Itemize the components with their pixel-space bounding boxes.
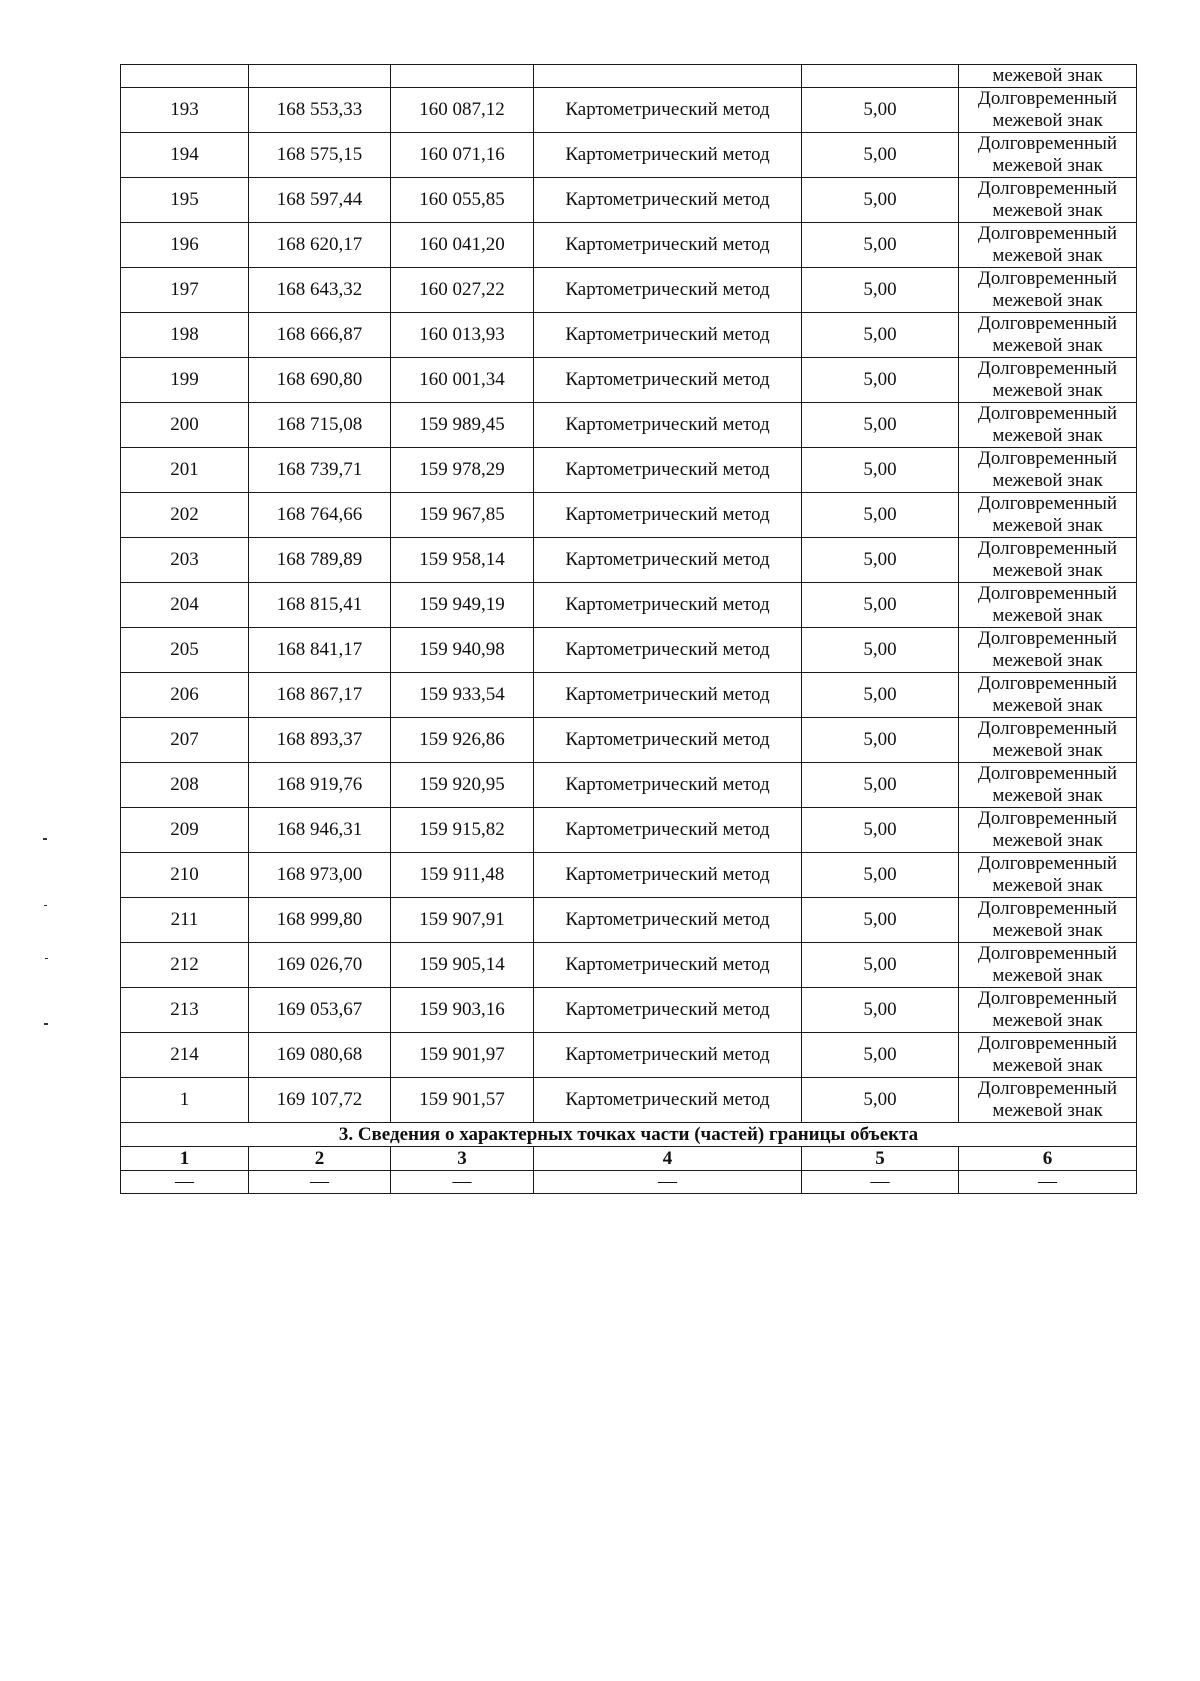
table-row — [121, 673, 1137, 718]
column-number-cell: 3 — [391, 1147, 534, 1171]
description-line-1: Долговременный — [977, 583, 1118, 604]
y-coordinate-cell: 160 087,12 — [391, 88, 534, 133]
description-line-1: Долговременный — [977, 403, 1118, 424]
table-row — [121, 1078, 1137, 1123]
description-line-1: Долговременный — [977, 808, 1118, 829]
x-coordinate-cell: 168 597,44 — [249, 178, 391, 223]
table-row — [121, 988, 1137, 1033]
x-coordinate-cell: 168 764,66 — [249, 493, 391, 538]
point-number-cell: 212 — [121, 943, 249, 988]
point-number-cell: 197 — [121, 268, 249, 313]
description-line-1: Долговременный — [977, 988, 1118, 1009]
description-line-1: Долговременный — [977, 1033, 1118, 1054]
table-row — [121, 493, 1137, 538]
y-coordinate-cell: 159 905,14 — [391, 943, 534, 988]
description-line-1: Долговременный — [977, 448, 1118, 469]
y-coordinate-cell: 159 989,45 — [391, 403, 534, 448]
y-coordinate-cell: 159 911,48 — [391, 853, 534, 898]
empty-cell: — — [121, 1171, 249, 1194]
description-cell — [959, 493, 1137, 538]
description-line-2: межевой знак — [992, 785, 1103, 806]
point-number-cell: 207 — [121, 718, 249, 763]
table-row — [121, 358, 1137, 403]
column-number-cell: 6 — [959, 1147, 1137, 1171]
accuracy-cell: 5,00 — [802, 673, 959, 718]
table-row — [121, 763, 1137, 808]
description-line-2: межевой знак — [992, 335, 1103, 356]
description-line-1: Долговременный — [977, 493, 1118, 514]
description-line-2: межевой знак — [992, 965, 1103, 986]
point-number-cell: 205 — [121, 628, 249, 673]
description-line-1: Долговременный — [977, 538, 1118, 559]
method-cell: Картометрический метод — [534, 88, 802, 133]
description-line-2: межевой знак — [992, 830, 1103, 851]
y-coordinate-cell: 159 967,85 — [391, 493, 534, 538]
description-line-1: Долговременный — [977, 88, 1118, 109]
description-line-2: межевой знак — [992, 245, 1103, 266]
accuracy-cell: 5,00 — [802, 313, 959, 358]
y-coordinate-cell: 159 926,86 — [391, 718, 534, 763]
accuracy-cell: 5,00 — [802, 1078, 959, 1123]
accuracy-cell: 5,00 — [802, 943, 959, 988]
accuracy-cell: 5,00 — [802, 493, 959, 538]
scan-mark — [43, 838, 47, 840]
x-coordinate-cell: 168 789,89 — [249, 538, 391, 583]
accuracy-cell: 5,00 — [802, 1033, 959, 1078]
section-title-row — [121, 1123, 1137, 1147]
table-row — [121, 1033, 1137, 1078]
empty-cell: — — [534, 1171, 802, 1194]
description-cell — [959, 538, 1137, 583]
description-line-1: Долговременный — [977, 763, 1118, 784]
description-cell — [959, 943, 1137, 988]
x-coordinate-cell: 168 841,17 — [249, 628, 391, 673]
accuracy-cell: 5,00 — [802, 133, 959, 178]
accuracy-cell: 5,00 — [802, 358, 959, 403]
description-line-1: Долговременный — [977, 313, 1118, 334]
x-coordinate-cell: 168 739,71 — [249, 448, 391, 493]
description-line-1: Долговременный — [977, 898, 1118, 919]
y-coordinate-cell: 159 978,29 — [391, 448, 534, 493]
section-title: 3. Сведения о характерных точках части (частей) границы объекта — [121, 1123, 1137, 1147]
method-cell: Картометрический метод — [534, 268, 802, 313]
point-number-cell: 200 — [121, 403, 249, 448]
boundary-points-table — [120, 64, 1137, 1194]
description-line-1: Долговременный — [977, 943, 1118, 964]
table-cell — [802, 65, 959, 88]
point-number-cell: 202 — [121, 493, 249, 538]
accuracy-cell: 5,00 — [802, 853, 959, 898]
description-cell — [959, 448, 1137, 493]
point-number-cell: 204 — [121, 583, 249, 628]
point-number-cell: 198 — [121, 313, 249, 358]
table-row — [121, 223, 1137, 268]
method-cell: Картометрический метод — [534, 223, 802, 268]
point-number-cell: 203 — [121, 538, 249, 583]
description-line-2: межевой знак — [992, 290, 1103, 311]
method-cell: Картометрический метод — [534, 448, 802, 493]
y-coordinate-cell: 160 013,93 — [391, 313, 534, 358]
point-number-cell: 195 — [121, 178, 249, 223]
description-line-1: Долговременный — [977, 268, 1118, 289]
description-cell — [959, 223, 1137, 268]
x-coordinate-cell: 168 575,15 — [249, 133, 391, 178]
column-number-cell: 4 — [534, 1147, 802, 1171]
accuracy-cell: 5,00 — [802, 718, 959, 763]
description-line-1: Долговременный — [977, 178, 1118, 199]
description-cell — [959, 583, 1137, 628]
scan-mark — [45, 958, 48, 959]
table-row — [121, 88, 1137, 133]
method-cell: Картометрический метод — [534, 1033, 802, 1078]
description-line-1: Долговременный — [977, 628, 1118, 649]
method-cell: Картометрический метод — [534, 583, 802, 628]
table-row — [121, 898, 1137, 943]
table-row — [121, 943, 1137, 988]
table-row — [121, 133, 1137, 178]
scan-mark — [44, 1023, 48, 1025]
accuracy-cell: 5,00 — [802, 898, 959, 943]
y-coordinate-cell: 159 949,19 — [391, 583, 534, 628]
accuracy-cell: 5,00 — [802, 763, 959, 808]
description-line-2: межевой знак — [992, 1055, 1103, 1076]
column-number-cell: 2 — [249, 1147, 391, 1171]
description-line-2: межевой знак — [992, 1100, 1103, 1121]
point-number-cell: 208 — [121, 763, 249, 808]
method-cell: Картометрический метод — [534, 853, 802, 898]
method-cell: Картометрический метод — [534, 988, 802, 1033]
table-row — [121, 583, 1137, 628]
method-cell: Картометрический метод — [534, 178, 802, 223]
method-cell: Картометрический метод — [534, 808, 802, 853]
description-line-1: Долговременный — [977, 223, 1118, 244]
table-row — [121, 628, 1137, 673]
accuracy-cell: 5,00 — [802, 178, 959, 223]
column-number-cell: 5 — [802, 1147, 959, 1171]
table-cell — [534, 65, 802, 88]
point-number-cell: 214 — [121, 1033, 249, 1078]
y-coordinate-cell: 159 940,98 — [391, 628, 534, 673]
accuracy-cell: 5,00 — [802, 538, 959, 583]
point-number-cell: 199 — [121, 358, 249, 403]
method-cell: Картометрический метод — [534, 313, 802, 358]
table-row — [121, 718, 1137, 763]
x-coordinate-cell: 168 867,17 — [249, 673, 391, 718]
point-number-cell: 194 — [121, 133, 249, 178]
method-cell: Картометрический метод — [534, 358, 802, 403]
description-line-2: межевой знак — [992, 425, 1103, 446]
description-cell — [959, 313, 1137, 358]
description-line-2: межевой знак — [992, 470, 1103, 491]
point-number-cell: 206 — [121, 673, 249, 718]
description-line-2: межевой знак — [992, 740, 1103, 761]
description-cell — [959, 763, 1137, 808]
x-coordinate-cell: 168 973,00 — [249, 853, 391, 898]
x-coordinate-cell: 169 053,67 — [249, 988, 391, 1033]
description-line-1: Долговременный — [977, 853, 1118, 874]
accuracy-cell: 5,00 — [802, 268, 959, 313]
method-cell: Картометрический метод — [534, 493, 802, 538]
empty-cell: — — [249, 1171, 391, 1194]
y-coordinate-cell: 160 055,85 — [391, 178, 534, 223]
empty-cell: — — [391, 1171, 534, 1194]
point-number-cell: 193 — [121, 88, 249, 133]
table-row — [121, 448, 1137, 493]
method-cell: Картометрический метод — [534, 718, 802, 763]
x-coordinate-cell: 168 690,80 — [249, 358, 391, 403]
empty-cell: — — [802, 1171, 959, 1194]
x-coordinate-cell: 169 026,70 — [249, 943, 391, 988]
method-cell: Картометрический метод — [534, 673, 802, 718]
accuracy-cell: 5,00 — [802, 808, 959, 853]
description-line-1: Долговременный — [977, 1078, 1118, 1099]
y-coordinate-cell: 159 901,57 — [391, 1078, 534, 1123]
method-cell: Картометрический метод — [534, 538, 802, 583]
method-cell: Картометрический метод — [534, 898, 802, 943]
description-cell — [959, 133, 1137, 178]
method-cell: Картометрический метод — [534, 1078, 802, 1123]
point-number-cell: 213 — [121, 988, 249, 1033]
y-coordinate-cell: 159 915,82 — [391, 808, 534, 853]
x-coordinate-cell: 168 946,31 — [249, 808, 391, 853]
x-coordinate-cell: 168 919,76 — [249, 763, 391, 808]
table-cell: межевой знак — [959, 65, 1137, 88]
table-cell — [391, 65, 534, 88]
description-line-2: межевой знак — [992, 155, 1103, 176]
accuracy-cell: 5,00 — [802, 223, 959, 268]
description-line-2: межевой знак — [992, 380, 1103, 401]
y-coordinate-cell: 159 920,95 — [391, 763, 534, 808]
y-coordinate-cell: 160 041,20 — [391, 223, 534, 268]
method-cell: Картометрический метод — [534, 628, 802, 673]
description-cell — [959, 808, 1137, 853]
description-cell — [959, 628, 1137, 673]
description-line-2: межевой знак — [992, 515, 1103, 536]
method-cell: Картометрический метод — [534, 133, 802, 178]
description-line-2: межевой знак — [992, 110, 1103, 131]
x-coordinate-cell: 168 815,41 — [249, 583, 391, 628]
description-line-2: межевой знак — [992, 605, 1103, 626]
description-cell — [959, 718, 1137, 763]
point-number-cell: 196 — [121, 223, 249, 268]
table-cell — [249, 65, 391, 88]
point-number-cell: 210 — [121, 853, 249, 898]
point-number-cell: 201 — [121, 448, 249, 493]
x-coordinate-cell: 168 715,08 — [249, 403, 391, 448]
method-cell: Картометрический метод — [534, 763, 802, 808]
description-cell — [959, 1078, 1137, 1123]
y-coordinate-cell: 159 958,14 — [391, 538, 534, 583]
y-coordinate-cell: 160 071,16 — [391, 133, 534, 178]
x-coordinate-cell: 169 107,72 — [249, 1078, 391, 1123]
x-coordinate-cell: 169 080,68 — [249, 1033, 391, 1078]
point-number-cell: 209 — [121, 808, 249, 853]
x-coordinate-cell: 168 620,17 — [249, 223, 391, 268]
y-coordinate-cell: 159 901,97 — [391, 1033, 534, 1078]
description-cell — [959, 358, 1137, 403]
table-row — [121, 808, 1137, 853]
x-coordinate-cell: 168 553,33 — [249, 88, 391, 133]
accuracy-cell: 5,00 — [802, 448, 959, 493]
table-row — [121, 403, 1137, 448]
table-cell — [121, 65, 249, 88]
description-line-1: Долговременный — [977, 358, 1118, 379]
x-coordinate-cell: 168 893,37 — [249, 718, 391, 763]
column-number-cell: 1 — [121, 1147, 249, 1171]
y-coordinate-cell: 160 001,34 — [391, 358, 534, 403]
column-numbers-row — [121, 1147, 1137, 1171]
table-row-continuation — [121, 65, 1137, 88]
accuracy-cell: 5,00 — [802, 403, 959, 448]
description-line-1: Долговременный — [977, 718, 1118, 739]
description-cell — [959, 268, 1137, 313]
empty-data-row — [121, 1171, 1137, 1194]
description-cell — [959, 403, 1137, 448]
description-cell — [959, 178, 1137, 223]
description-line-2: межевой знак — [992, 920, 1103, 941]
description-cell — [959, 88, 1137, 133]
method-cell: Картометрический метод — [534, 943, 802, 988]
table-row — [121, 178, 1137, 223]
description-cell — [959, 988, 1137, 1033]
scan-mark — [44, 905, 47, 906]
point-number-cell: 211 — [121, 898, 249, 943]
description-line-2: межевой знак — [992, 200, 1103, 221]
accuracy-cell: 5,00 — [802, 583, 959, 628]
method-cell: Картометрический метод — [534, 403, 802, 448]
description-cell — [959, 673, 1137, 718]
y-coordinate-cell: 159 907,91 — [391, 898, 534, 943]
table-row — [121, 538, 1137, 583]
x-coordinate-cell: 168 999,80 — [249, 898, 391, 943]
accuracy-cell: 5,00 — [802, 628, 959, 673]
x-coordinate-cell: 168 666,87 — [249, 313, 391, 358]
description-cell — [959, 1033, 1137, 1078]
description-line-2: межевой знак — [992, 695, 1103, 716]
table-row — [121, 313, 1137, 358]
point-number-cell: 1 — [121, 1078, 249, 1123]
description-line-2: межевой знак — [992, 650, 1103, 671]
table-row — [121, 268, 1137, 313]
table-row — [121, 853, 1137, 898]
description-line-2: межевой знак — [992, 560, 1103, 581]
description-line-1: Долговременный — [977, 673, 1118, 694]
y-coordinate-cell: 160 027,22 — [391, 268, 534, 313]
description-line-1: Долговременный — [977, 133, 1118, 154]
description-cell — [959, 898, 1137, 943]
description-line-2: межевой знак — [992, 1010, 1103, 1031]
accuracy-cell: 5,00 — [802, 88, 959, 133]
x-coordinate-cell: 168 643,32 — [249, 268, 391, 313]
y-coordinate-cell: 159 933,54 — [391, 673, 534, 718]
empty-cell: — — [959, 1171, 1137, 1194]
accuracy-cell: 5,00 — [802, 988, 959, 1033]
y-coordinate-cell: 159 903,16 — [391, 988, 534, 1033]
description-cell — [959, 853, 1137, 898]
description-line-2: межевой знак — [992, 875, 1103, 896]
